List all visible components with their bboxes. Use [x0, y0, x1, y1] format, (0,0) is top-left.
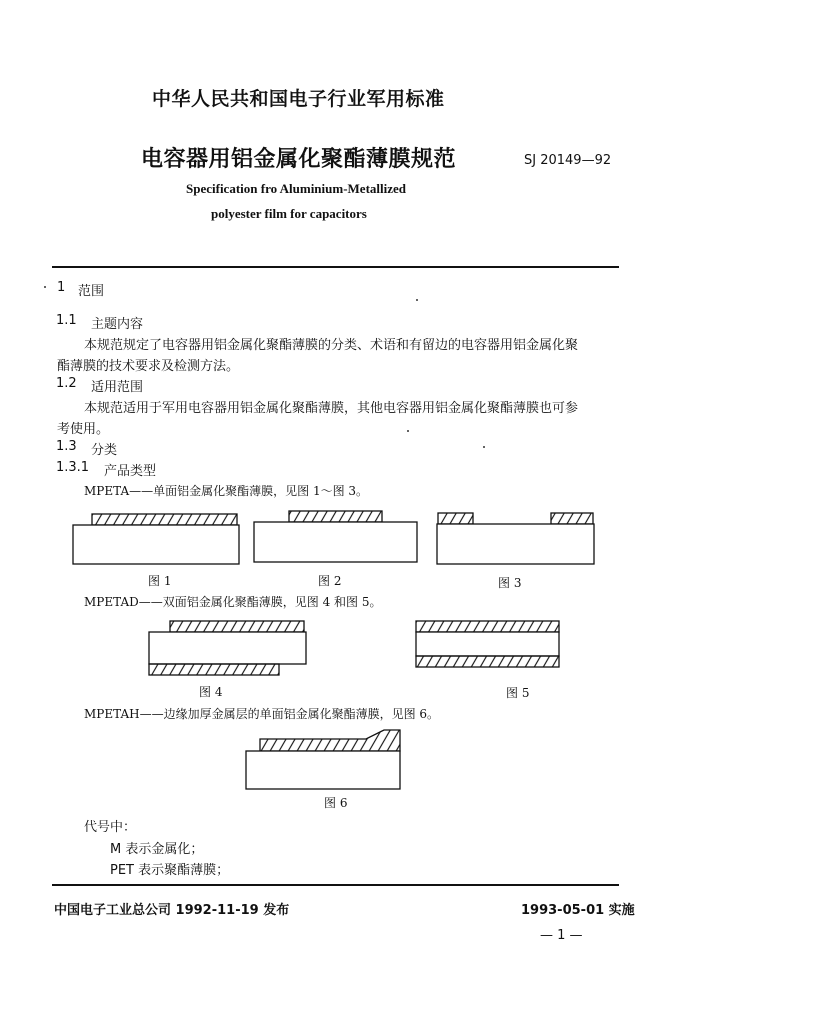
type-mpetah: MPETAH——边缘加厚金属层的单面铝金属化聚酯薄膜，见图 6。: [84, 707, 440, 721]
section-1-3-1-number: 1.3.1: [56, 460, 90, 475]
figure-6-diagram: [244, 727, 404, 791]
issue-info: 中国电子工业总公司 1992-11-19 发布: [54, 903, 290, 918]
figure-2-diagram: [253, 508, 419, 564]
section-1-1-text-line-2: 酯薄膜的技术要求及检测方法。: [57, 359, 240, 374]
figure-4-diagram: [144, 619, 308, 679]
figure-3-diagram: [436, 510, 596, 566]
code-m-definition: M 表示金属化；: [110, 842, 204, 857]
scan-speck: [416, 299, 418, 301]
figure-4-caption: 图 4: [199, 685, 223, 699]
section-1-1-number: 1.1: [56, 313, 77, 328]
standard-title: 中华人民共和国电子行业军用标准: [152, 88, 445, 110]
section-1-1-title: 主题内容: [91, 317, 144, 332]
section-1-2-title: 适用范围: [91, 380, 144, 395]
header-divider: [52, 266, 619, 268]
scan-speck: [44, 286, 46, 288]
figure-6-caption: 图 6: [324, 796, 348, 810]
section-1-3-number: 1.3: [56, 439, 77, 454]
section-1-2-number: 1.2: [56, 376, 77, 391]
codes-label: 代号中：: [84, 820, 137, 835]
scan-speck: [483, 446, 485, 448]
english-title-line-1: Specification fro Aluminium-Metallized: [186, 181, 407, 196]
document-title: 电容器用铝金属化聚酯薄膜规范: [141, 147, 457, 172]
figure-1-caption: 图 1: [148, 574, 172, 588]
scan-speck: [407, 430, 409, 432]
footer-divider: [52, 884, 619, 886]
figure-2-caption: 图 2: [318, 574, 342, 588]
section-1-2-text-line-2: 考使用。: [57, 422, 110, 437]
section-1-title: 范围: [78, 284, 105, 299]
type-mpetad: MPETAD——双面铝金属化聚酯薄膜，见图 4 和图 5。: [84, 595, 382, 609]
figure-5-caption: 图 5: [506, 686, 530, 700]
section-1-number: 1: [57, 280, 66, 295]
section-1-3-title: 分类: [91, 443, 118, 458]
section-1-1-text-line-1: 本规范规定了电容器用铝金属化聚酯薄膜的分类、术语和有留边的电容器用铝金属化聚: [84, 338, 579, 353]
figure-3-caption: 图 3: [498, 576, 522, 590]
code-pet-definition: PET 表示聚酯薄膜；: [110, 863, 230, 878]
section-1-3-1-title: 产品类型: [104, 464, 157, 479]
effective-date: 1993-05-01 实施: [521, 903, 635, 918]
figure-5-diagram: [414, 619, 562, 671]
document-code: SJ 20149—92: [524, 153, 612, 168]
page-number: — 1 —: [540, 928, 583, 943]
figure-1-diagram: [72, 512, 240, 566]
type-mpeta: MPETA——单面铝金属化聚酯薄膜，见图 1～图 3。: [84, 484, 369, 498]
english-title-line-2: polyester film for capacitors: [211, 206, 367, 221]
section-1-2-text-line-1: 本规范适用于军用电容器用铝金属化聚酯薄膜，其他电容器用铝金属化聚酯薄膜也可参: [84, 401, 579, 416]
